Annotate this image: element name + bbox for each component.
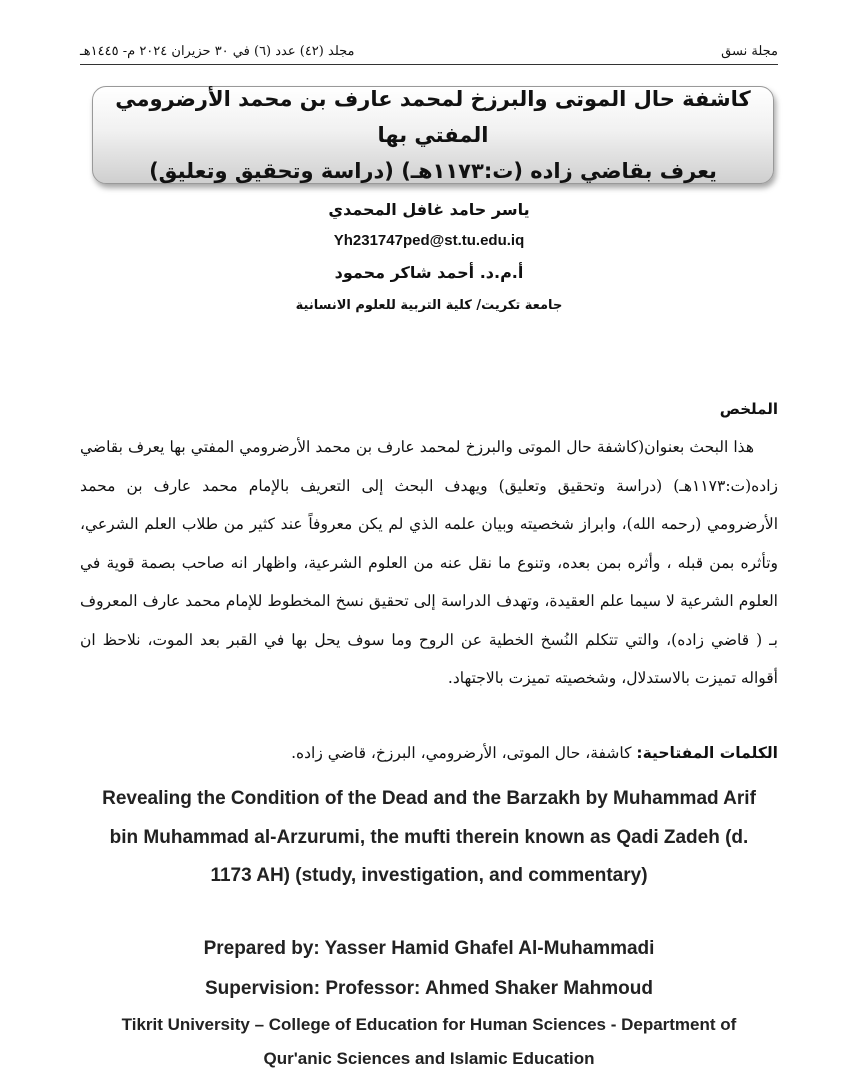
author-name: ياسر حامد غافل المحمدي bbox=[328, 200, 530, 219]
english-supervision: Supervision: Professor: Ahmed Shaker Mahmoud bbox=[205, 978, 653, 999]
header-rule bbox=[80, 64, 778, 65]
arabic-title-line-2: يعرف بقاضي زاده (ت:١١٧٣هـ) (دراسة وتحقيق وتعليق) bbox=[149, 159, 717, 183]
abstract-heading: الملخص bbox=[719, 400, 778, 418]
keywords bbox=[80, 744, 778, 762]
issue-info: مجلد (٤٢) عدد (٦) في ٣٠ حزيران ٢٠٢٤ م- ١٤٤٥هـ bbox=[80, 43, 355, 59]
keywords-text: كاشفة، حال الموتى، الأرضرومي، البرزخ، قاضي زاده. bbox=[291, 744, 637, 762]
english-prepared-by: Prepared by: Yasser Hamid Ghafel Al-Muhammadi bbox=[203, 938, 655, 959]
arabic-title-box bbox=[92, 86, 774, 184]
english-affiliation: Tikrit University – College of Education for Human Sciences - Department of Qur'anic Sciences and Islamic Education bbox=[121, 1015, 737, 1068]
arabic-title-line-1: كاشفة حال الموتى والبرزخ لمحمد عارف بن محمد الأرضرومي المفتي بها bbox=[115, 87, 751, 147]
english-title: Revealing the Condition of the Dead and the Barzakh by Muhammad Arif bin Muhammad al-Arzurumi, the mufti therein known as Qadi Zadeh (d. 1173 AH) (study, investigation, and commentary) bbox=[102, 788, 756, 886]
journal-name: مجلة نسق bbox=[721, 43, 778, 59]
author-email: Yh231747ped@st.tu.edu.iq bbox=[333, 232, 525, 249]
keywords-label: الكلمات المفتاحية: bbox=[636, 744, 778, 762]
arabic-affiliation: جامعة تكريت/ كلية التربية للعلوم الانسانية bbox=[295, 298, 563, 313]
abstract-body: هذا البحث بعنوان(كاشفة حال الموتى والبرزخ لمحمد عارف بن محمد الأرضرومي المفتي بها يعرف بقاضي زاده(ت:١١٧٣هـ) (دراسة وتحقيق وتعليق) ويهدف البحث إلى التعريف بالإمام محمد عارف بن محمد الأرضرومي (رحمه الله)، وابراز شخصيته وبيان علمه الذي لم يكن معروفاً عند كثير من طلاب العلم الشرعي، وتأثره بمن قبله ، وأثره بمن بعده، وتنوع ما نقل عنه من العلوم الشرعية، واظهار انه صاحب بصمة قوية في العلوم الشرعية لا سيما علم العقيدة، وتهدف الدراسة إلى تحقيق نسخ المخطوط للإمام محمد عارف المعروف بـ ( قاضي زاده)، والتي تتكلم النُسخ الخطية عن الروح وما سوف يحل بها في القبر بعد الموت، نلاحظ ان أقواله تميزت بالاستدلال، وشخصيته تميزت بالاجتهاد. bbox=[80, 438, 778, 687]
running-header bbox=[80, 40, 778, 62]
supervisor-name: أ.م.د. أحمد شاكر محمود bbox=[334, 263, 524, 282]
